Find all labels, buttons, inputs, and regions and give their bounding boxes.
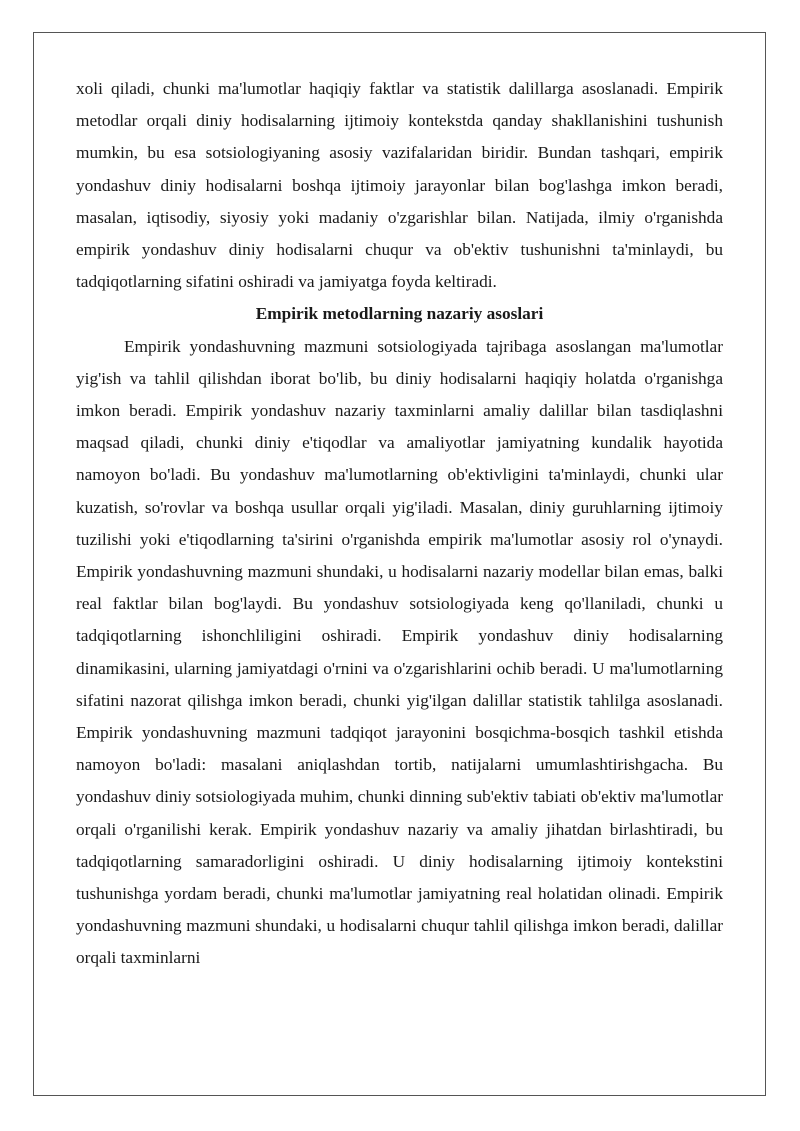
paragraph-continuation: xoli qiladi, chunki ma'lumotlar haqiqiy faktlar va statistik dalillarga asoslanadi. Empirik metodlar orqali diniy hodisalarning ijtimoiy kontekstda qanday shakllanishini tushunish mumkin, bu esa sotsiologiyaning asosiy vazifalaridan biridir. Bundan tashqari, empirik yondashuv diniy hodisalarni boshqa ijtimoiy jarayonlar bilan bog'lashga imkon beradi, masalan, iqtisodiy, siyosiy yoki madaniy o'zgarishlar bilan. Natijada, ilmiy o'rganishda empirik yondashuv diniy hodisalarni chuqur va ob'ektiv tushunishni ta'minlaydi, bu tadqiqotlarning sifatini oshiradi va jamiyatga foyda keltiradi.: [76, 79, 723, 292]
section-heading: Empirik metodlarning nazariy asoslari: [255, 304, 544, 324]
paragraph-main: Empirik yondashuvning mazmuni sotsiologiyada tajribaga asoslangan ma'lumotlar yig'ish va tahlil qilishdan iborat bo'lib, bu diniy hodisalarni haqiqiy holatda o'rganishga imkon beradi. Empirik yondashuv nazariy taxminlarni amaliy dalillar bilan tasdiqlashni maqsad qiladi, chunki diniy e'tiqodlar va amaliyotlar jamiyatning kundalik hayotida namoyon bo'ladi. Bu yondashuv ma'lumotlarning ob'ektivligini ta'minlaydi, chunki ular kuzatish, so'rovlar va boshqa usullar orqali yig'iladi. Masalan, diniy guruhlarning ijtimoiy tuzilishi yoki e'tiqodlarning ta'sirini o'rganishda empirik ma'lumotlar asosiy rol o'ynaydi. Empirik yondashuvning mazmuni shundaki, u hodisalarni nazariy modellar bilan emas, balki real faktlar bilan bog'laydi. Bu yondashuv sotsiologiyada keng qo'llaniladi, chunki u tadqiqotlarning ishonchliligini oshiradi. Empirik yondashuv diniy hodisalarning dinamikasini, ularning jamiyatdagi o'rnini va o'zgarishlarini ochib beradi. U ma'lumotlarning sifatini nazorat qilishga imkon beradi, chunki yig'ilgan dalillar statistik tahlilga asoslanadi. Empirik yondashuvning mazmuni tadqiqot jarayonini bosqichma-bosqich tashkil etishda namoyon bo'ladi: masalani aniqlashdan tortib, natijalarni umumlashtirishgacha. Bu yondashuv diniy sotsiologiyada muhim, chunki dinning sub'ektiv tabiati ob'ektiv ma'lumotlar orqali o'rganilishi kerak. Empirik yondashuv nazariy va amaliy jihatdan birlashtiradi, bu tadqiqotlarning samaradorligini oshiradi. U diniy hodisalarning ijtimoiy kontekstini tushunishga yordam beradi, chunki ma'lumotlar jamiyatning real holatidan olinadi. Empirik yondashuvning mazmuni shundaki, u hodisalarni chuqur tahlil qilishga imkon beradi, dalillar orqali taxminlarni: [76, 336, 723, 968]
document-body: [76, 73, 723, 975]
